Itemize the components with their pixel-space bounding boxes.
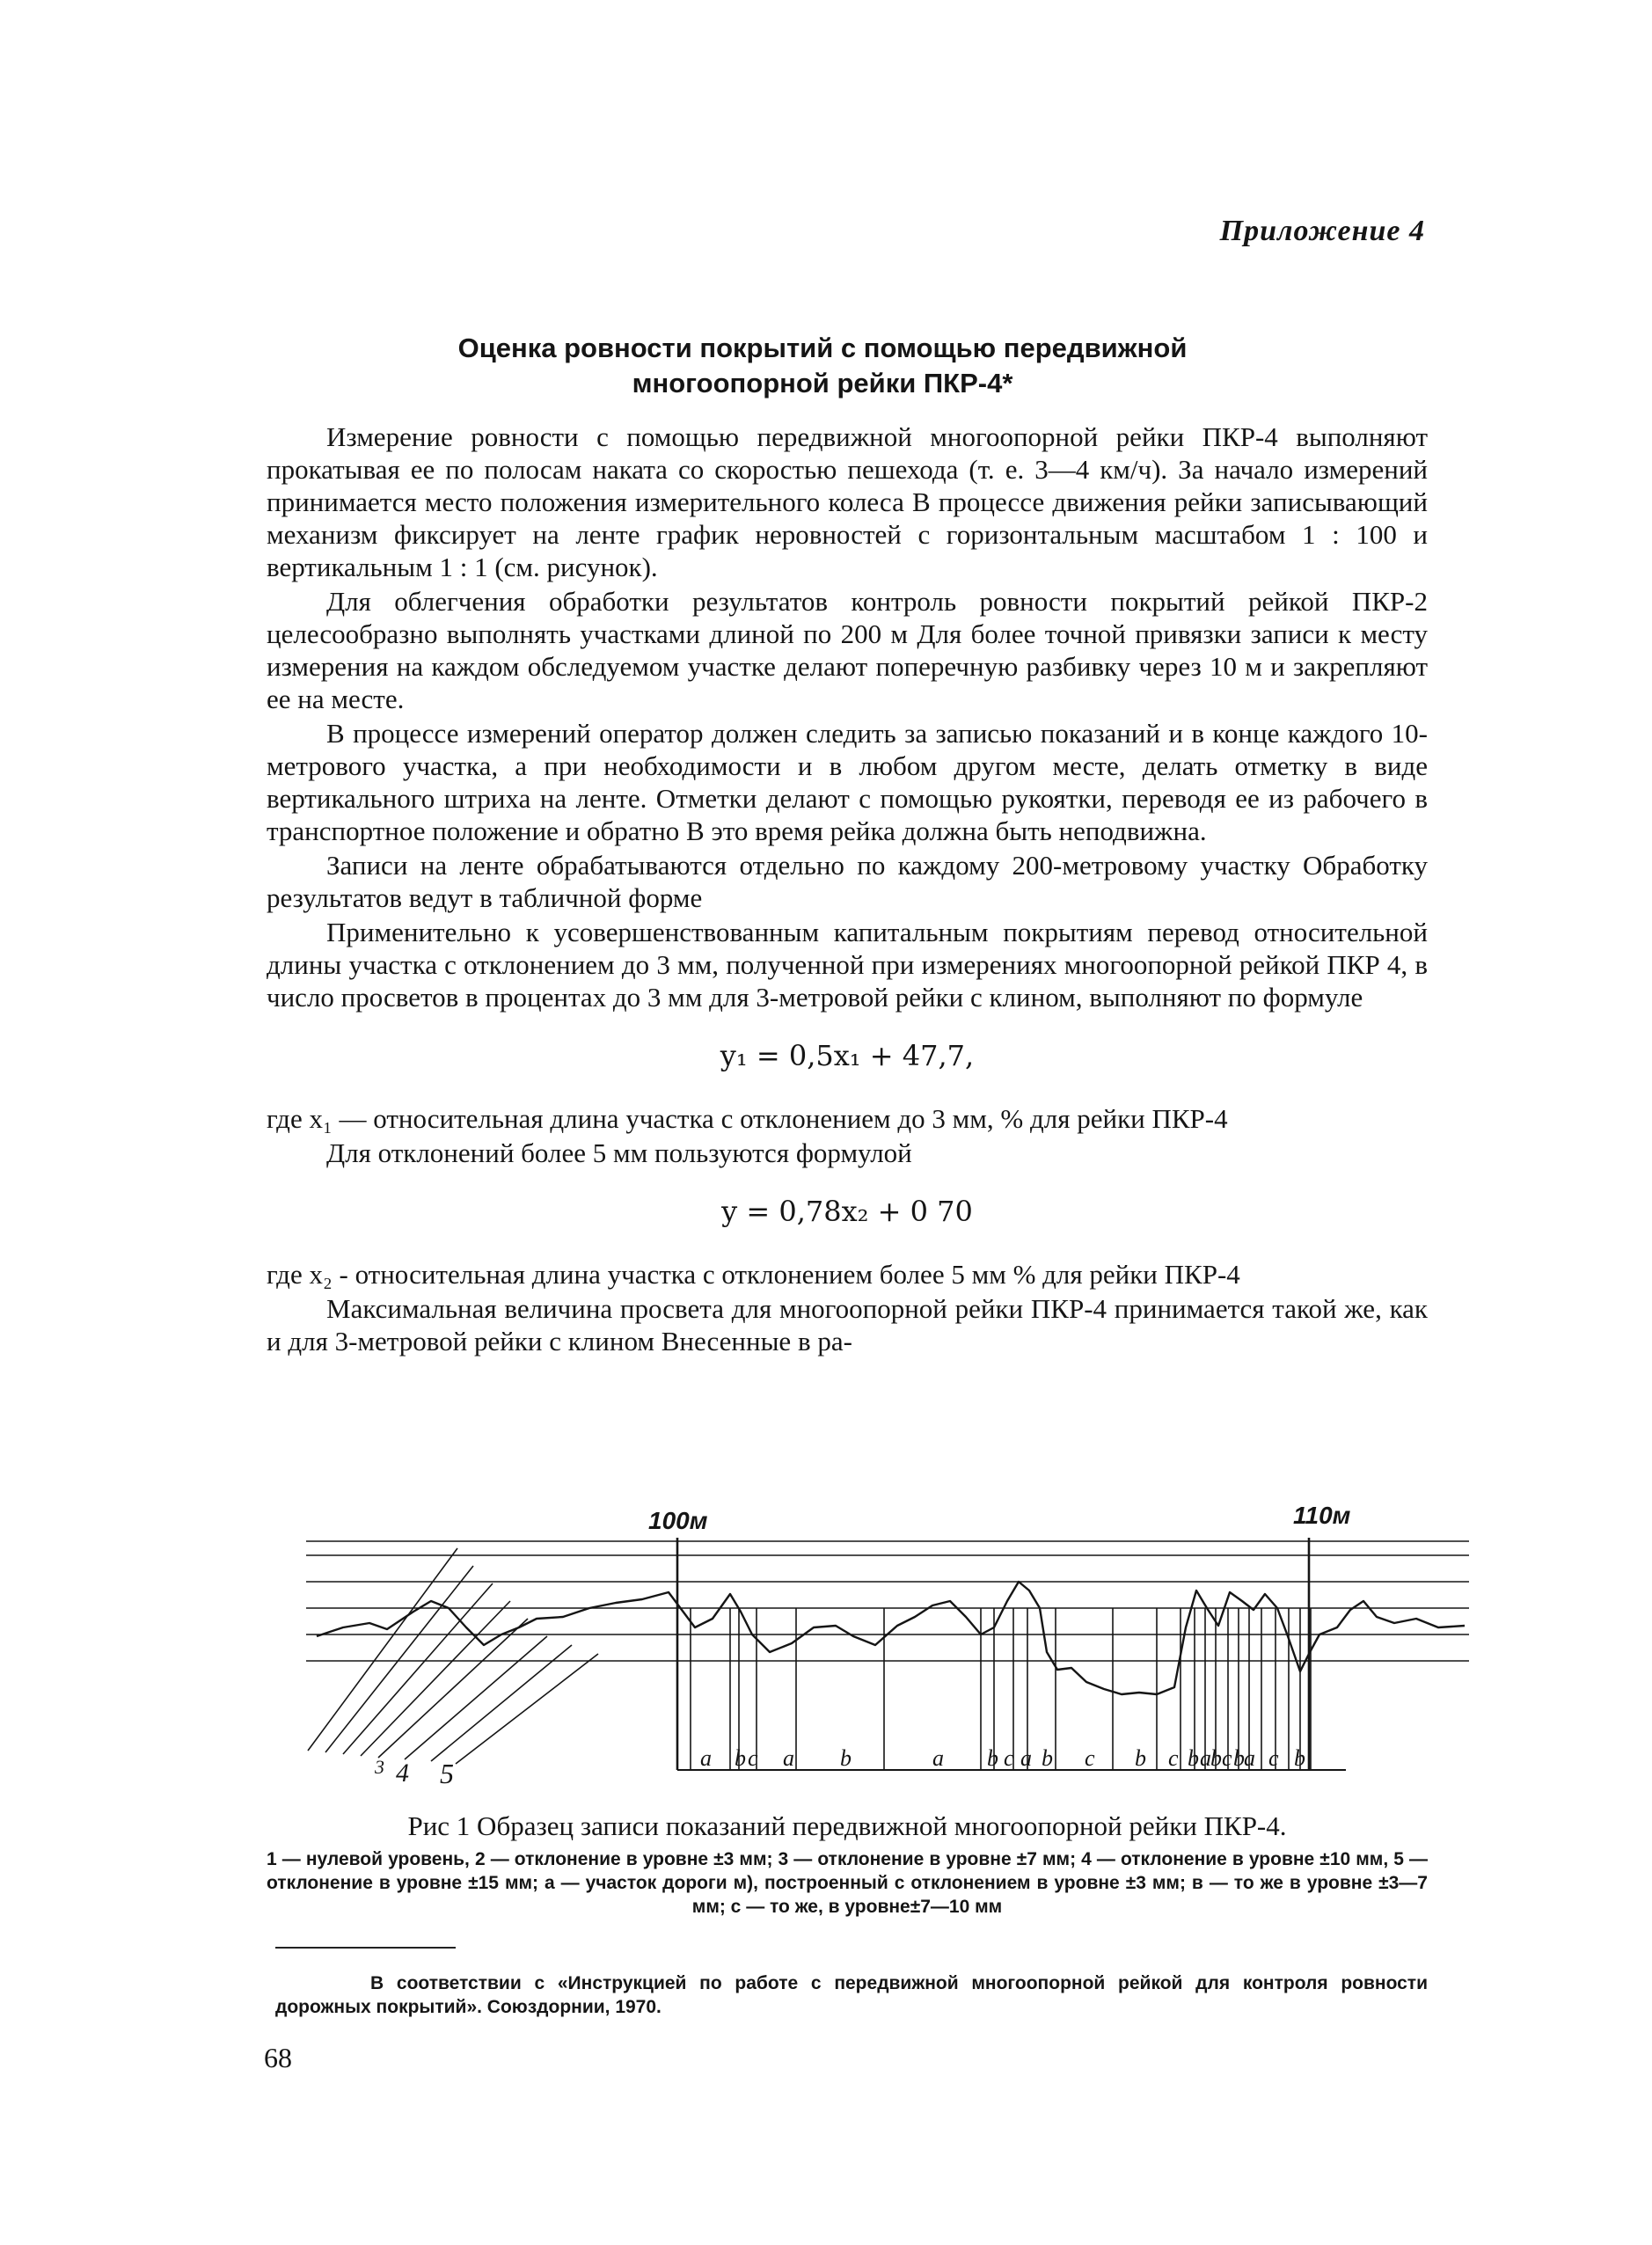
segment-label: a (1244, 1745, 1255, 1771)
unevenness-trace (317, 1582, 1465, 1694)
marker-100m-label: 100м (648, 1507, 708, 1534)
segment-label: b (1210, 1745, 1222, 1771)
appendix-label: Приложение 4 (1219, 215, 1425, 247)
segment-label: c (1168, 1745, 1179, 1771)
segment-label: a (932, 1745, 944, 1771)
pointer-line-8 (456, 1654, 598, 1764)
pointer-line-2 (325, 1566, 473, 1752)
segment-label: a (700, 1745, 712, 1771)
segment-label: c (1222, 1745, 1232, 1771)
formula-2: y = 0,78x₂ + 0 70 (721, 1195, 973, 1228)
figure-caption (267, 1810, 1428, 1919)
segment-label: b (1042, 1745, 1053, 1771)
document-title (334, 331, 1311, 401)
paragraph-8: где x₂ - относительная длина участка с отклонением более 5 мм % для рейки ПКР-4 (267, 1259, 1240, 1290)
level-number-5: 5 (440, 1758, 454, 1789)
segment-label: b (1188, 1745, 1199, 1771)
paragraph-9: Максимальная величина просвета для многоопорной рейки ПКР-4 принимается такой же, как и для 3-метровой рейки с клином Внесенные в ра- (267, 1293, 1428, 1357)
segment-label: b (1233, 1745, 1245, 1771)
level-pointer-lines (308, 1548, 598, 1764)
pointer-line-6 (405, 1636, 547, 1759)
pointer-line-7 (431, 1645, 572, 1761)
footnote: В соответствии с «Инструкцией по работе с передвижной многоопорной рейкой для контроля ровности дорожных покрытий». Союздорнии, 1970. (275, 1973, 1428, 2017)
footnote-separator (275, 1947, 456, 1949)
segment-label: b (735, 1745, 746, 1771)
segment-label: a (1200, 1745, 1211, 1771)
segment-label: b (987, 1745, 998, 1771)
segment-label: c (1085, 1745, 1095, 1771)
segment-labels (700, 1745, 1305, 1771)
segment-label: b (840, 1745, 852, 1771)
segment-label: c (748, 1745, 758, 1771)
segment-label: a (1020, 1745, 1032, 1771)
caption-legend: 1 — нулевой уровень, 2 — отклонение в уровне ±3 мм; 3 — отклонение в уровне ±7 мм; 4 — отклонение в уровне ±10 мм, 5 — отклонение в уровне ±15 мм; а — участок дороги м), построенный с отклонением в уровне ±3 мм; в — то же в уровне ±3—7 мм; с — то же, в уровне±7—10 мм (267, 1849, 1428, 1917)
paragraph-6: где x₁ — относительная длина участка с отклонением до 3 мм, % для рейки ПКР-4 (267, 1103, 1228, 1134)
body-text (267, 420, 1428, 1359)
level-number-4: 4 (396, 1759, 409, 1788)
formula-1: y₁ = 0,5x₁ + 47,7, (720, 1039, 975, 1072)
segment-label: c (1004, 1745, 1014, 1771)
paragraph-7: Для отклонений более 5 мм пользуются формулой (326, 1137, 912, 1168)
page-number: 68 (264, 2042, 292, 2073)
title-line-2: многоопорной рейки ПКР-4* (632, 368, 1013, 399)
paragraph-4: Записи на ленте обрабатываются отдельно по каждому 200-метровому участку Обработку результатов ведут в табличной форме (267, 850, 1428, 913)
segment-label: a (783, 1745, 794, 1771)
level-number-3: 3 (375, 1756, 384, 1778)
segment-label: b (1294, 1745, 1305, 1771)
paragraph-1: Измерение ровности с помощью передвижной многоопорной рейки ПКР-4 выполняют прокатывая ее по полосам наката со скоростью пешехода (т. е. 3—4 км/ч). За начало измерений принимается место положения измерительного колеса В процессе движения рейки записывающий механизм фиксирует на ленте график неровностей с горизонтальным масштабом 1 : 100 и вертикальным 1 : 1 (см. рисунок). (267, 421, 1428, 582)
segment-label: c (1268, 1745, 1279, 1771)
paragraph-3: В процессе измерений оператор должен следить за записью показаний и в конце каждого 10-метрового участка, а при необходимости и в любом другом месте, делать отметку в виде вертикального штриха на ленте. Отметки делают с помощью рукоятки, переводя ее из рабочего в транспортное положение и обратно В это время рейка должна быть неподвижна. (267, 718, 1428, 846)
record-figure (290, 1495, 1478, 1795)
caption-title: Рис 1 Образец записи показаний передвижной многоопорной рейки ПКР-4. (407, 1810, 1287, 1841)
marker-110m-label: 110м (1293, 1502, 1351, 1529)
segment-label: b (1135, 1745, 1146, 1771)
paragraph-5: Применительно к усовершенствованным капитальным покрытиям перевод относительной длины участка с отклонением до 3 мм, полученной при измерениях многоопорной рейкой ПКР 4, в число просветов в процентах до 3 мм для 3-метровой рейки с клином, выполняют по формуле (267, 917, 1428, 1013)
title-line-1: Оценка ровности покрытий с помощью передвижной (457, 333, 1188, 363)
record-chart (290, 1495, 1478, 1795)
paragraph-2: Для облегчения обработки результатов контроль ровности покрытий рейкой ПКР-2 целесообразно выполнять участками длиной по 200 м Для более точной привязки записи к месту измерения на каждом обследуемом участке делают поперечную разбивку через 10 м и закрепляют ее на месте. (267, 586, 1428, 714)
